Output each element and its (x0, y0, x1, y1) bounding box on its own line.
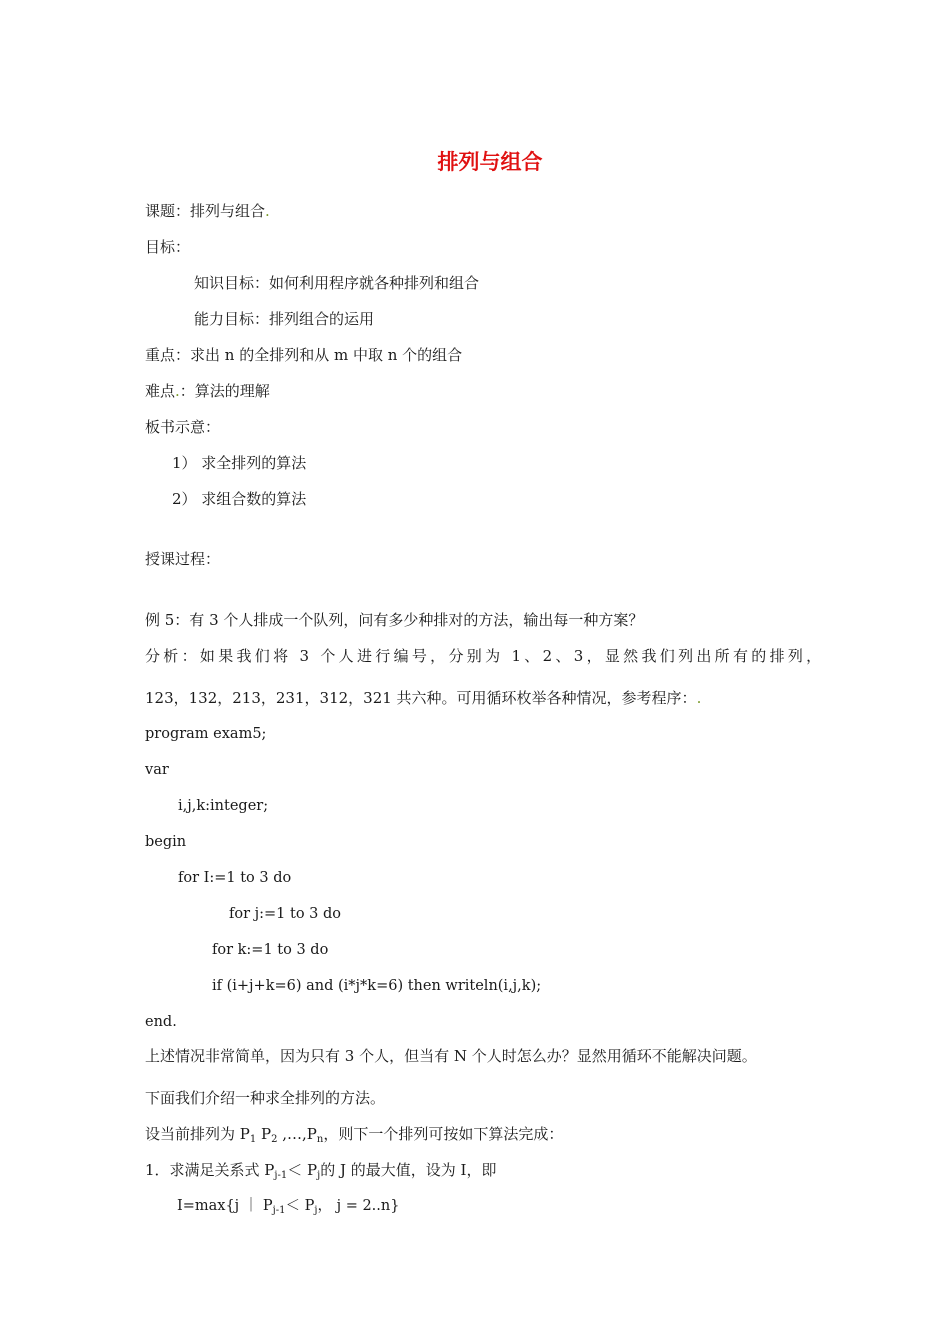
goal-knowledge: 知识目标：如何利用程序就各种排列和组合 (194, 274, 480, 292)
text-fragment: 1．求满足关系式 P (145, 1161, 275, 1179)
code-line-9: end. (145, 1014, 177, 1030)
text-fragment: ＜ P (287, 1161, 318, 1179)
format-mark: . (265, 202, 270, 220)
code-line-4: begin (145, 834, 187, 850)
topic-line (145, 201, 270, 221)
code-line-2: var (145, 762, 169, 778)
process-heading: 授课过程： (145, 550, 221, 568)
formula-line (177, 1196, 399, 1216)
paragraph-2: 下面我们介绍一种求全排列的方法。 (145, 1089, 386, 1107)
paragraph-1: 上述情况非常简单，因为只有 3 个人，但当有 N 个人时怎么办？显然用循环不能解决问题。 (145, 1047, 757, 1065)
code-line-1: program exam5; (145, 726, 267, 742)
document-title: 排列与组合 (437, 150, 543, 174)
key-point: 重点：求出 n 的全排列和从 m 中取 n 个的组合 (145, 346, 463, 364)
board-item-1: 1） 求全排列的算法 (172, 454, 307, 472)
subscript: j-1 (272, 1205, 286, 1216)
subscript: 2 (271, 1134, 278, 1145)
topic-text: 课题：排列与组合 (145, 202, 266, 220)
subscript: 1 (249, 1134, 257, 1145)
subscript: j (317, 1170, 321, 1181)
subscript: n (316, 1134, 324, 1145)
board-heading: 板书示意： (145, 418, 221, 436)
paragraph-3 (145, 1124, 563, 1144)
subscript: j-1 (274, 1170, 288, 1181)
difficulty-line (145, 381, 270, 401)
text-fragment: ＜ P (285, 1198, 315, 1214)
text-fragment: 的 J 的最大值，设为 I，即 (320, 1161, 497, 1179)
goal-ability: 能力目标：排列组合的运用 (194, 310, 375, 328)
text-fragment: ， j = 2..n} (317, 1198, 400, 1214)
difficulty-label: 难点 (145, 382, 176, 400)
code-line-6: for j:=1 to 3 do (229, 906, 342, 922)
analysis-line-2 (145, 688, 701, 708)
format-mark: . (175, 382, 180, 400)
text-fragment: P (256, 1125, 272, 1143)
text-fragment: I=max{j ｜ P (177, 1198, 273, 1214)
subscript: j (314, 1205, 318, 1216)
code-line-7: for k:=1 to 3 do (212, 942, 329, 958)
goal-heading: 目标： (145, 238, 191, 256)
format-mark: . (696, 689, 702, 707)
code-line-8: if (i+j+k=6) and (i*j*k=6) then writeln(i,j,k); (212, 978, 542, 994)
text-fragment: ，则下一个排列可按如下算法完成： (323, 1125, 564, 1143)
text-fragment: ,…,P (277, 1125, 317, 1143)
analysis-line: 分析：如果我们将 3 个人进行编号，分别为 1、2、3，显然我们列出所有的排列， (145, 647, 825, 665)
difficulty-text: ：算法的理解 (179, 382, 270, 400)
code-line-3: i,j,k:integer; (178, 798, 269, 814)
step-1 (145, 1160, 496, 1180)
analysis-text: 123，132，213，231，312，321 共六种。可用循环枚举各种情况，参考程序： (145, 689, 697, 707)
code-line-5: for I:=1 to 3 do (178, 870, 292, 886)
text-fragment: 设当前排列为 P (145, 1125, 250, 1143)
board-item-2: 2） 求组合数的算法 (172, 490, 307, 508)
example-line: 例 5：有 3 个人排成一个队列，问有多少种排对的方法，输出每一种方案？ (145, 611, 644, 629)
